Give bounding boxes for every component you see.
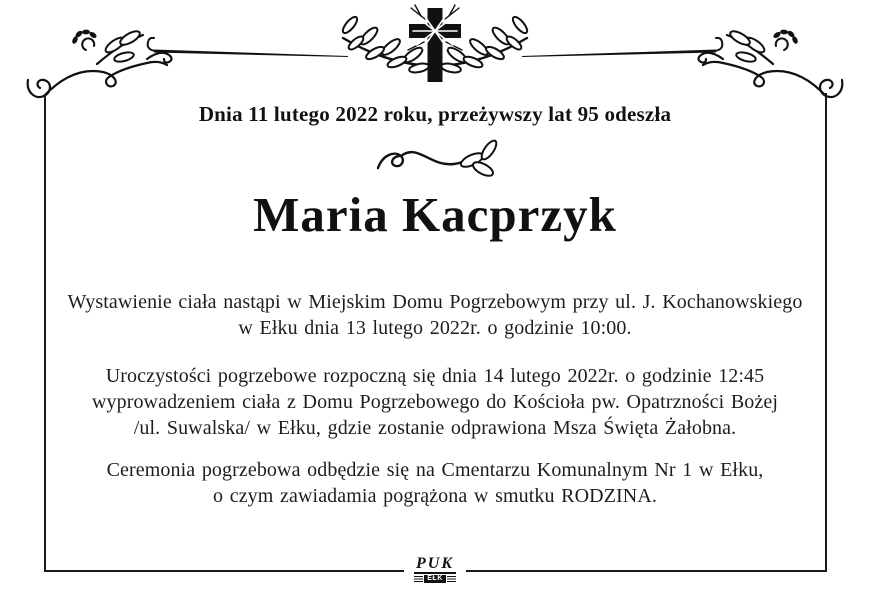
tapered-rule-right <box>522 38 722 57</box>
cross-laurel-icon <box>341 5 530 82</box>
paragraph-line: o czym zawiadamia pogrążona w smutku RODZINA. <box>213 485 657 507</box>
intro-line: Dnia 11 lutego 2022 roku, przeżywszy lat 95 odeszła <box>198 102 672 126</box>
flourish-flower <box>71 29 98 50</box>
paragraph-line: Uroczystości pogrzebowe rozpoczną się dnia 14 lutego 2022r. o godzinie 12:45 <box>105 365 765 387</box>
paragraph-viewing <box>55 289 815 341</box>
logo-text: PUK <box>416 555 454 572</box>
logo-stripes-left <box>414 576 423 582</box>
paragraph-burial <box>55 457 815 509</box>
logo-subtext: EŁK <box>424 575 446 583</box>
paragraph-line: /ul. Suwalska/ w Ełku, gdzie zostanie odprawiona Msza Święta Żałobna. <box>133 417 737 439</box>
frame-border-left <box>44 95 46 571</box>
paragraph-line: wyprowadzeniem ciała z Domu Pogrzebowego do Kościoła pw. Opatrzności Bożej <box>91 391 779 413</box>
paragraph-line: w Ełku dnia 13 lutego 2022r. o godzinie 10:00. <box>238 317 632 339</box>
frame-border-right <box>825 93 827 571</box>
paragraph-line: Ceremonia pogrzebowa odbędzie się na Cmentarzu Komunalnym Nr 1 w Ełku, <box>106 459 764 481</box>
top-ornament-band <box>0 0 870 112</box>
leaf-swirl-divider-icon <box>372 137 502 181</box>
deceased-name: Maria Kacprzyk <box>253 187 617 242</box>
puk-elk-logo <box>404 556 466 583</box>
footer-logo <box>0 556 870 583</box>
paragraph-ceremony <box>55 363 815 441</box>
logo-stripes-right <box>447 576 456 582</box>
paragraph-line: Wystawienie ciała nastąpi w Miejskim Domu Pogrzebowym przy ul. J. Kochanowskiego <box>67 291 803 313</box>
tapered-rule-left <box>148 38 348 57</box>
